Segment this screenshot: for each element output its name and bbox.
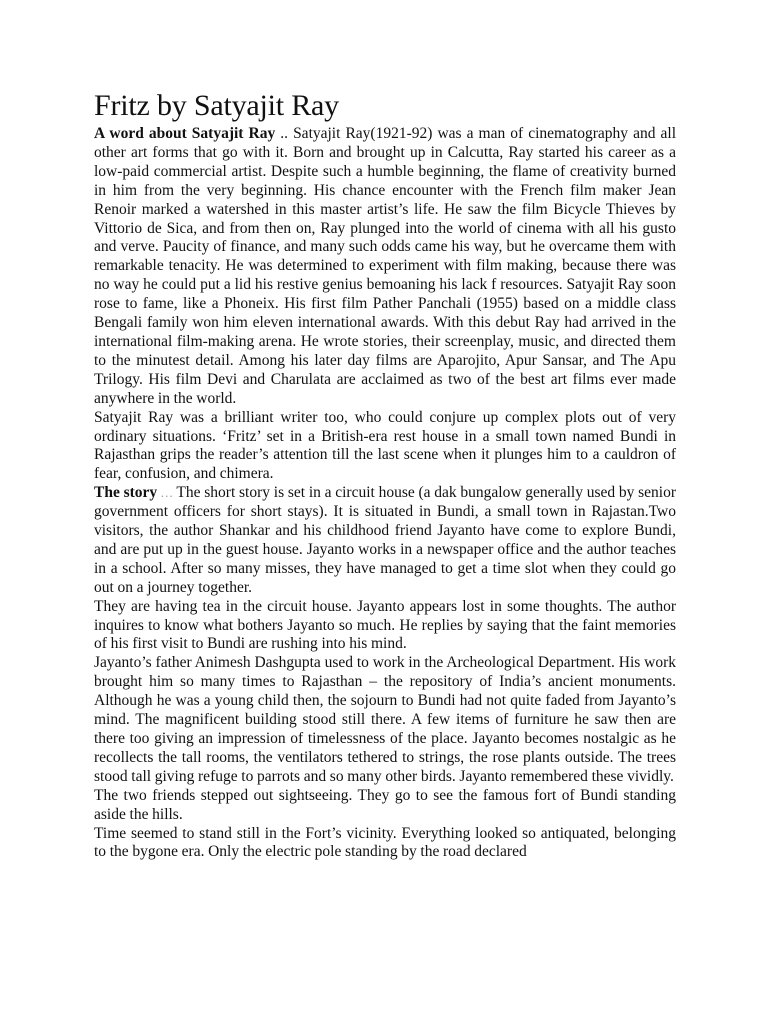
paragraph-tea [94,598,676,655]
paragraph-about-ray [94,125,676,409]
paragraph-text: Time seemed to stand still in the Fort’s vicinity. Everything looked so antiquated, belonging to the bygone era. Only the electric pole standing by the road declared [94,824,676,861]
paragraph-writer [94,409,676,485]
paragraph-text: Satyajit Ray(1921-92) was a man of cinematography and all other art forms that go with it. Born and brought up in Calcutta, Ray started his career as a low-paid commercial artist. Despite such a humble beginning, the flame of creativity burned in him from the very beginning. His chance encounter with the French film maker Jean Renoir marked a watershed in this master artist’s life. He saw the film Bicycle Thieves by Vittorio de Sica, and from then on, Ray plunged into the world of cinema with all his gusto and verve. Paucity of finance, and many such odds came his way, but he overcame them with remarkable tenacity. He was determined to experiment with film making, because there was no way he could put a lid his restive genius bemoaning his lack f resources. Satyajit Ray soon rose to fame, like a Phoneix. His first film Pather Panchali (1955) based on a middle class Bengali family won him eleven international awards. With this debut Ray had arrived in the international film-making arena. He wrote stories, their screenplay, music, and directed them to the minutest detail. Among his later day films are Aparojito, Apur Sansar, and The Apu Trilogy. His film Devi and Charulata are acclaimed as two of the best art films ever made anywhere in the world. [94,125,677,407]
page-title: Fritz by Satyajit Ray [94,89,339,122]
paragraph-text: The two friends stepped out sightseeing. They go to see the famous fort of Bundi standing aside the hills. [94,786,676,823]
paragraph-sightseeing [94,787,676,825]
section-heading-story: The story [94,484,158,502]
heading-separator: … [157,485,177,501]
document-page [94,88,676,862]
section-heading-about: A word about Satyajit Ray [94,125,276,142]
paragraph-text: Jayanto’s father Animesh Dashgupta used to work in the Archeological Department. His work brought him so many times to Rajasthan – the repository of India’s ancient monuments. Although he was a young child then, the sojourn to Bundi had not quite faded from Jayanto’s mind. The magnificent building stood still there. A few items of furniture he saw then are there too giving an impression of timelessness of the place. Jayanto becomes nostalgic as he recollects the tall rooms, the ventilators tethered to strings, the rose plants outside. The trees stood tall giving refuge to parrots and so many other birds. Jayanto remembered these vividly. [94,654,676,785]
paragraph-text: Satyajit Ray was a brilliant writer too, who could conjure up complex plots out of very ordinary situations. ‘Fritz’ set in a British-era rest house in a small town named Bundi in Rajasthan grips the reader’s attention till the last scene when it plunges him to a cauldron of fear, confusion, and chimera. [94,408,676,483]
paragraph-the-story [94,484,676,597]
heading-separator: .. [275,125,294,142]
paragraph-text: They are having tea in the circuit house. Jayanto appears lost in some thoughts. The author inquires to know what bothers Jayanto so much. He replies by saying that the faint memories of his first visit to Bundi are rushing into his mind. [94,597,676,653]
paragraph-father [94,654,676,786]
paragraph-fort [94,825,676,863]
paragraph-text: The short story is set in a circuit house (a dak bungalow generally used by senior government officers for short stays). It is situated in Bundi, a small town in Rajastan.Two visitors, the author Shankar and his childhood friend Jayanto have come to explore Bundi, and are put up in the guest house. Jayanto works in a newspaper office and the author teaches in a school. After so many misses, they have managed to get a time slot when they could go out on a journey together. [94,484,676,596]
